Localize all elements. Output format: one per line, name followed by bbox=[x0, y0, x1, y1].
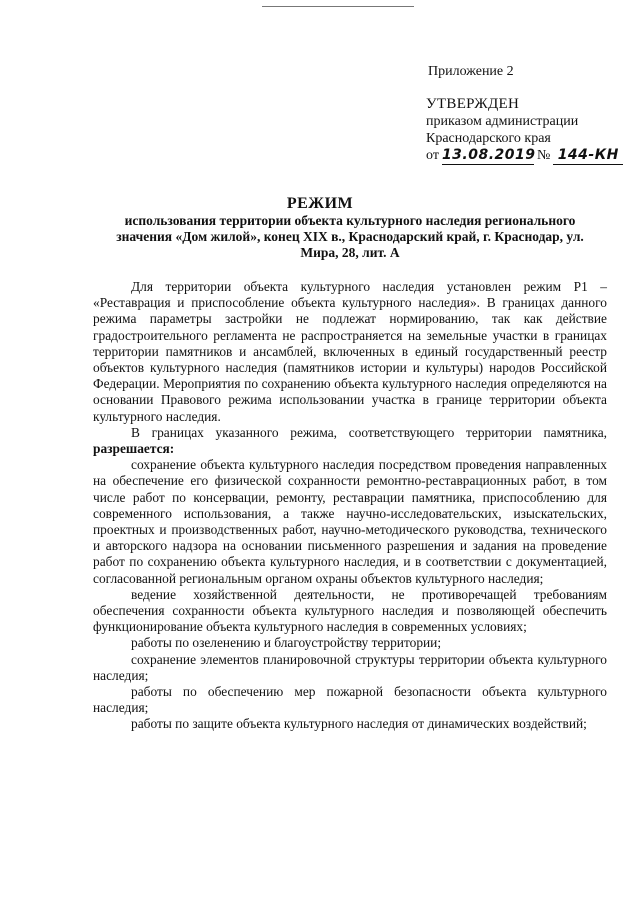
list-item: работы по защите объекта культурного наследия от динамических воздействий; bbox=[131, 716, 587, 732]
list-item: работы по обеспечению мер пожарной безопасности объекта культурного наследия; bbox=[93, 684, 607, 716]
appendix-label: Приложение 2 bbox=[428, 64, 514, 79]
top-scan-line bbox=[262, 6, 414, 7]
permitted-prefix: В границах указанного режима, соответствующего территории памятника, bbox=[131, 424, 607, 440]
handwritten-date: 13.08.2019 bbox=[441, 147, 536, 163]
order-line-1: приказом администрации bbox=[426, 114, 579, 129]
document-subtitle: использования территории объекта культурного наследия регионального значения «Дом жилой», конец XIX в., Краснодарский край, г. Краснодар, ул. Мира, 28, лит. А bbox=[116, 213, 584, 260]
list-item: сохранение элементов планировочной структуры территории объекта культурного наследия; bbox=[93, 651, 607, 683]
list-item: работы по озеленению и благоустройству территории; bbox=[131, 635, 442, 651]
date-prefix: от bbox=[426, 148, 439, 163]
document-title: РЕЖИМ bbox=[286, 195, 354, 212]
approved-label: УТВЕРЖДЕН bbox=[426, 96, 520, 112]
permitted-bold: разрешается: bbox=[93, 441, 175, 457]
intro-paragraph: Для территории объекта культурного наследия установлен режим Р1 – «Реставрация и приспособление объекта культурного наследия». В границах данного режима параметры застройки не подлежат нормированию, так как действие градостроительного регламента не распространяется на земельные участки в границах территории памятников и ансамблей, включенных в единый государственный реестр объектов культурного наследия (памятников истории и культуры) народов Российской Федерации. Мероприятия по сохранению объекта культурного наследия определяются на основании Правового режима использовании участка в границе территории объекта культурного наследия. bbox=[93, 279, 607, 424]
order-line-2: Краснодарского края bbox=[426, 131, 551, 146]
date-number-line bbox=[426, 147, 623, 165]
number-prefix: № bbox=[536, 148, 551, 163]
permitted-paragraph bbox=[93, 425, 607, 457]
list-item: сохранение объекта культурного наследия посредством проведения направленных на обеспечение его физической сохранности ремонтно-реставрационных работ, в том числе работ по консервации, ремонту, реставрации памятника, приспособлению для современного использования, а также научно-исследовательских, изыскательских, проектных и производственных работ, научно-методического руководства, технического и авторского надзора на основании письменного разрешения и задания на проведение работ по сохранению объекта культурного наследия, и в соответствии с документацией, согласованной региональным органом охраны объектов культурного наследия; bbox=[93, 457, 607, 586]
list-item: ведение хозяйственной деятельности, не противоречащей требованиям обеспечения сохранности объекта культурного наследия и позволяющей обеспечить функционирование объекта культурного наследия в современных условиях; bbox=[93, 586, 607, 635]
document-body bbox=[93, 279, 607, 733]
handwritten-number: 144-КН bbox=[553, 147, 623, 165]
approval-stamp bbox=[426, 96, 623, 165]
